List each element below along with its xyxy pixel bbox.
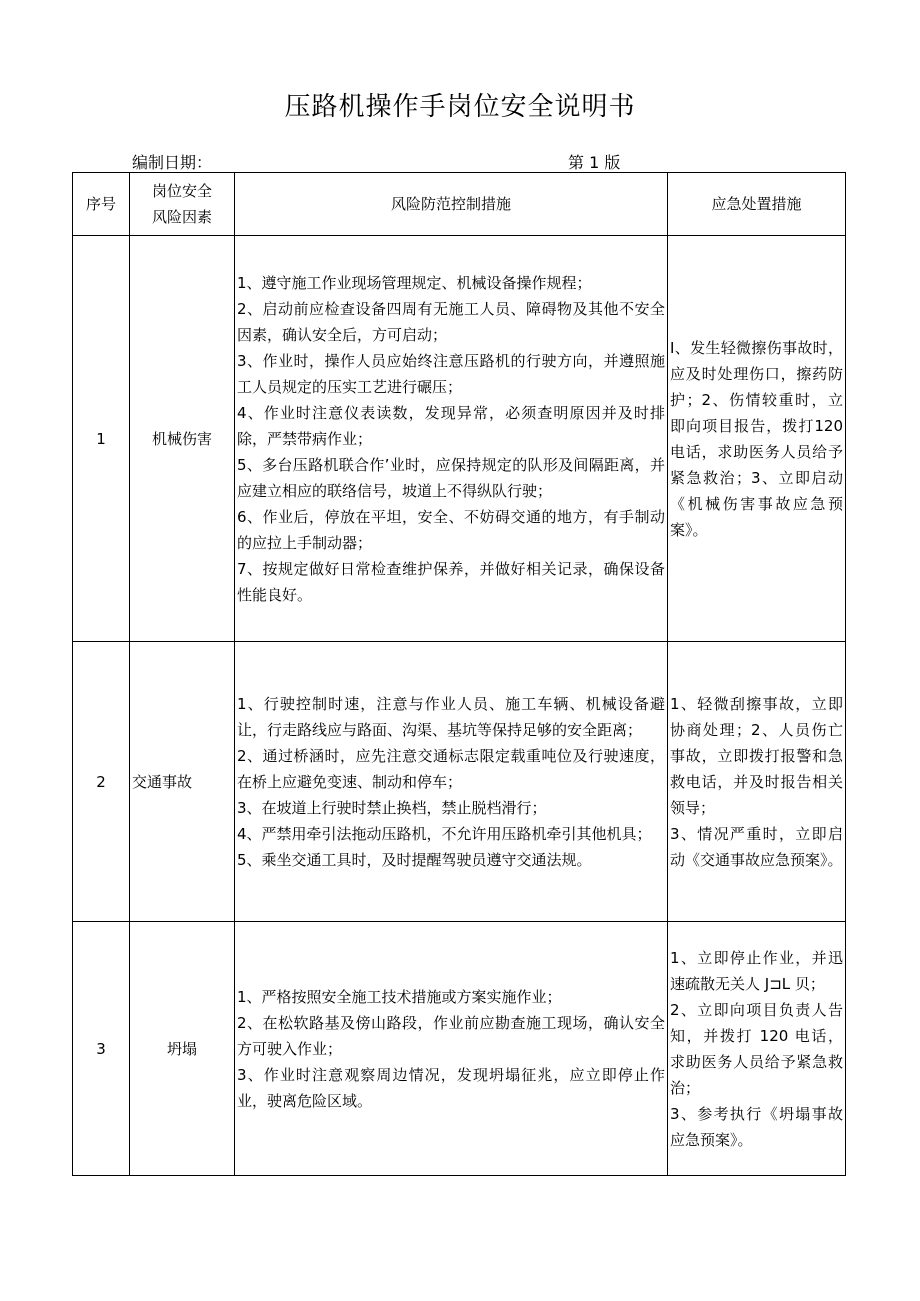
row-response [668,236,846,642]
header-seq: 序号 [73,173,130,236]
table-header-row [73,173,846,236]
response-item: 1、轻微刮擦事故，立即协商处理；2、人员伤亡事故，立即拨打报警和急救电话，并及时报告相关领导； [670,694,843,817]
response-item: I、发生轻微擦伤事故时，应及时处理伤口，擦药防护；2、伤情较重时，立即向项目报告，拨打120电话，求助医务人员给予紧急救治；3、立即启动《机械伤害事故应急预案》。 [670,338,843,539]
row-risk: 机械伤害 [130,236,235,642]
table-row [73,236,846,642]
row-measures [235,922,668,1176]
measure-item: 2、启动前应检查设备四周有无施工人员、障碍物及其他不安全因素，确认安全后，方可启动； [237,299,665,344]
row-measures [235,642,668,922]
compile-date-label: 编制日期： [132,153,213,172]
header-risk [130,173,235,236]
row-response [668,642,846,922]
response-item: 1、立即停止作业，并迅速疏散无关人 J⊐L 贝； [670,948,843,993]
row-seq: 2 [73,642,130,922]
safety-table [72,172,846,1176]
row-seq: 3 [73,922,130,1176]
response-item: 3、情况严重时，立即启动《交通事故应急预案》。 [670,824,843,869]
measure-item: 3、在坡道上行驶时禁止换档，禁止脱档滑行； [237,798,547,817]
header-risk-line2: 风险因素 [151,208,212,226]
measure-item: 5、多台压路机联合作’业时，应保持规定的队形及间隔距离，并应建立相应的联络信号，坡道上不得纵队行驶； [237,455,665,500]
measure-item: 1、遵守施工作业现场管理规定、机械设备操作规程； [237,273,592,292]
measure-item: 3、作业时，操作人员应始终注意压路机的行驶方向，并遵照施工人员规定的压实工艺进行碾压； [237,351,665,396]
measure-item: 2、在松软路基及傍山路段，作业前应勘查施工现场，确认安全方可驶入作业； [237,1013,665,1058]
table-row [73,922,846,1176]
row-measures [235,236,668,642]
header-risk-line1: 岗位安全 [151,182,212,200]
row-seq: 1 [73,236,130,642]
row-response [668,922,846,1176]
measure-item: 1、行驶控制时速，注意与作业人员、施工车辆、机械设备避让，行走路线应与路面、沟渠、基坑等保持足够的安全距离； [237,694,665,739]
document-title: 压路机操作手岗位安全说明书 [284,92,636,122]
header-response: 应急处置措施 [668,173,846,236]
measure-item: 1、严格按照安全施工技术措施或方案实施作业； [237,987,562,1006]
measure-item: 7、按规定做好日常检查维护保养，并做好相关记录，确保设备性能良好。 [237,559,665,604]
measure-item: 2、通过桥涵时，应先注意交通标志限定载重吨位及行驶速度，在桥上应避免变速、制动和停车； [237,746,665,791]
header-measures: 风险防范控制措施 [235,173,668,236]
table-row [73,642,846,922]
measure-item: 3、作业时注意观察周边情况，发现坍塌征兆，应立即停止作业，驶离危险区域。 [237,1065,665,1110]
measure-item: 4、严禁用牵引法拖动压路机，不允许用压路机牵引其他机具； [237,824,652,843]
measure-item: 5、乘坐交通工具时，及时提醒驾驶员遵守交通法规。 [237,850,592,869]
measure-item: 4、作业时注意仪表读数，发现异常，必须查明原因并及时排除，严禁带病作业； [237,403,665,448]
row-risk: 交通事故 [130,642,235,922]
response-item: 2、立即向项目负责人告知，并拨打 120 电话，求助医务人员给予紧急救治； [670,1000,843,1097]
version-label: 第 1 版 [568,153,621,172]
row-risk: 坍塌 [130,922,235,1176]
response-item: 3、参考执行《坍塌事故应急预案》。 [670,1104,843,1149]
measure-item: 6、作业后，停放在平坦，安全、不妨碍交通的地方，有手制动的应拉上手制动器； [237,507,665,552]
